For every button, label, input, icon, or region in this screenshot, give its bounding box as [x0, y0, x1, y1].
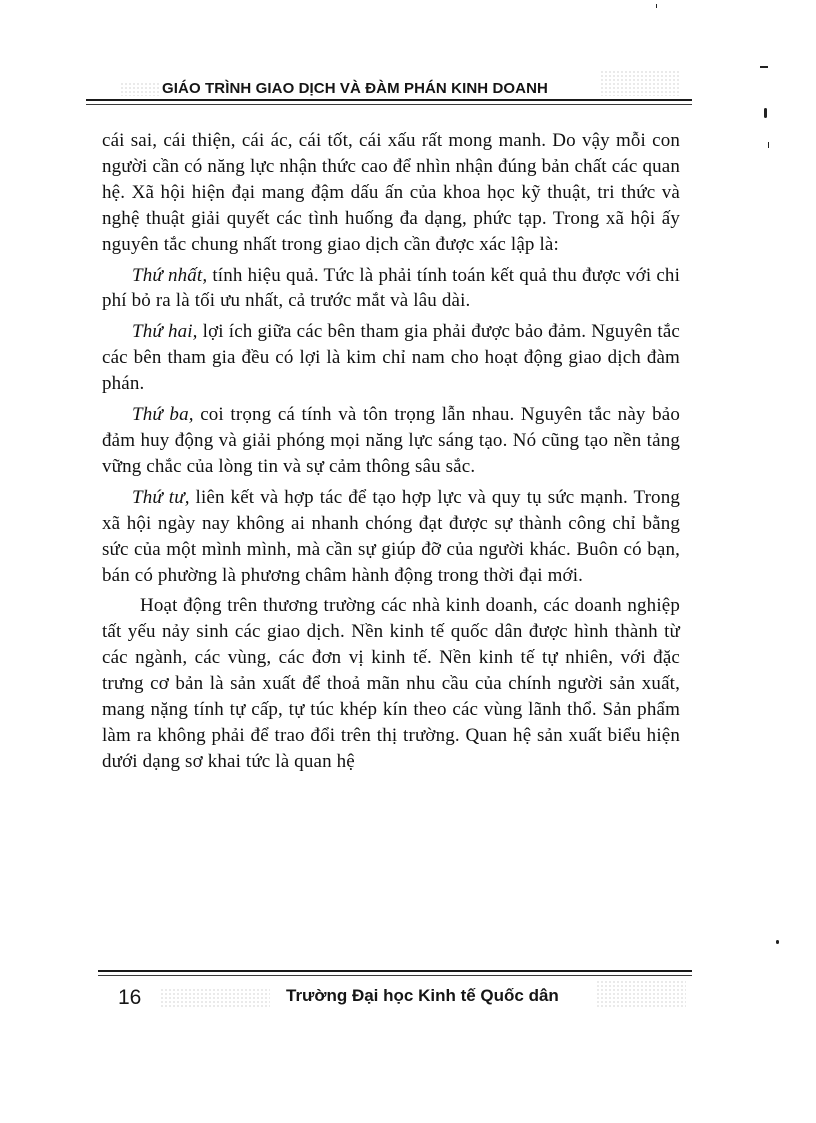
- scan-edge-mark: [760, 66, 768, 68]
- scan-edge-mark: [764, 108, 767, 118]
- page-body: [102, 128, 680, 780]
- paragraph-lead: Thứ tư,: [132, 486, 190, 508]
- header-rule-thin: [86, 104, 692, 105]
- running-header-title: GIÁO TRÌNH GIAO DỊCH VÀ ĐÀM PHÁN KINH DOANH: [162, 80, 548, 97]
- paragraph: [102, 402, 680, 480]
- scan-edge-mark: [776, 940, 779, 944]
- scan-noise-footer-left: [160, 988, 270, 1008]
- footer-rule-thin: [98, 975, 692, 976]
- footer-rule: [98, 970, 692, 972]
- paragraph-text: cái sai, cái thiện, cái ác, cái tốt, cái xấu rất mong manh. Do vậy mỗi con người cần có năng lực nhận thức cao để nhìn nhận đúng bản chất các quan hệ. Xã hội hiện đại mang đậm dấu ấn của khoa học kỹ thuật, tri thức và nghệ thuật giải quyết các tình huống đa dạng, phức tạp. Trong xã hội ấy nguyên tắc chung nhất trong giao dịch cần được xác lập là:: [102, 130, 680, 255]
- paragraph: [102, 263, 680, 315]
- paragraph: [102, 128, 680, 258]
- paragraph-lead: Thứ nhất,: [132, 264, 208, 286]
- scan-noise-header-left: [120, 82, 160, 96]
- scan-edge-mark: [768, 142, 769, 148]
- scan-noise-footer-right: [596, 980, 686, 1008]
- paragraph-lead: Thứ hai,: [132, 321, 198, 343]
- paragraph-text: lợi ích giữa các bên tham gia phải được bảo đảm. Nguyên tắc các bên tham gia đều có lợi là kim chỉ nam cho hoạt động giao dịch đàm phán.: [102, 321, 680, 395]
- paragraph-text: coi trọng cá tính và tôn trọng lẫn nhau. Nguyên tắc này bảo đảm huy động và giải phóng mọi năng lực sáng tạo. Nó cũng tạo nền tảng vững chắc của lòng tin và sự cảm thông sâu sắc.: [102, 404, 680, 477]
- scan-noise-header-right: [600, 70, 680, 96]
- paragraph-text: liên kết và hợp tác để tạo hợp lực và quy tụ sức mạnh. Trong xã hội ngày nay không ai nhanh chóng đạt được sự thành công chỉ bằng sức của một mình mình, mà cần sự giúp đỡ của người khác. Buôn có bạn, bán có phường là phương châm hành động trong thời đại mới.: [102, 486, 680, 586]
- running-footer-title: Trường Đại học Kinh tế Quốc dân: [286, 986, 559, 1005]
- scan-edge-mark: [656, 4, 657, 8]
- paragraph: [102, 485, 680, 589]
- paragraph: [102, 319, 680, 397]
- paragraph-text: Hoạt động trên thương trường các nhà kinh doanh, các doanh nghiệp tất yếu nảy sinh các giao dịch. Nền kinh tế quốc dân được hình thành từ các ngành, các vùng, các đơn vị kinh tế. Nền kinh tế tự nhiên, với đặc trưng cơ bản là sản xuất để thoả mãn nhu cầu của chính người sản xuất, mang nặng tính tự cấp, tự túc khép kín theo các vùng lãnh thổ. Sản phẩm làm ra không phải để trao đổi trên thị trường. Quan hệ sản xuất biểu hiện dưới dạng sơ khai tức là quan hệ: [102, 595, 680, 772]
- paragraph-lead: Thứ ba,: [132, 404, 194, 426]
- page-number: 16: [118, 986, 142, 1009]
- paragraph: [102, 593, 680, 774]
- header-rule: [86, 99, 692, 101]
- paragraph-text: tính hiệu quả. Tức là phải tính toán kết quả thu được với chi phí bỏ ra là tối ưu nhất, cả trước mắt và lâu dài.: [102, 264, 680, 312]
